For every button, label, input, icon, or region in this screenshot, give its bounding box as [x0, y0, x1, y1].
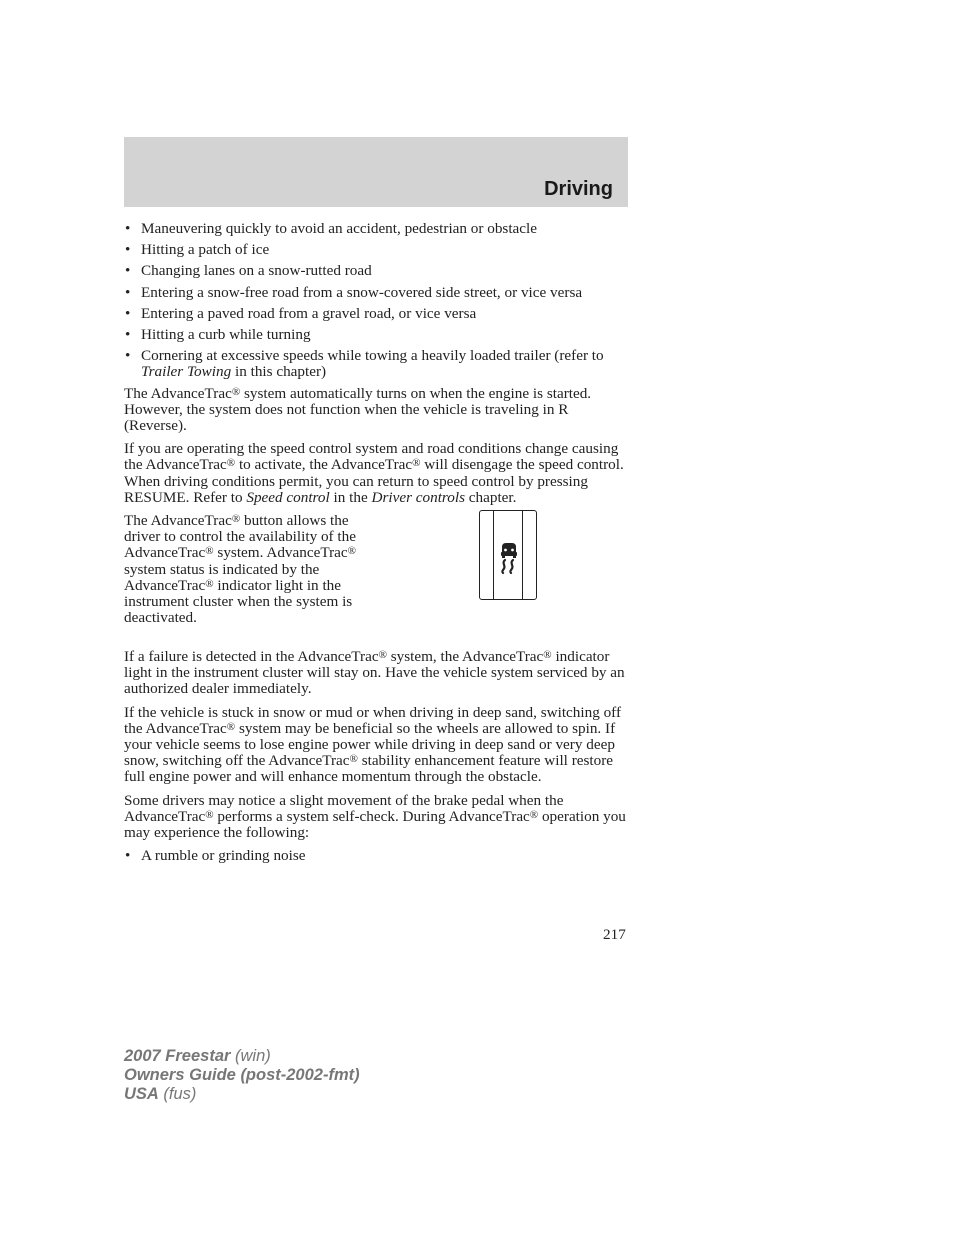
- text-run: button allows the driver to control the availability of the AdvanceTrac: [124, 512, 356, 562]
- page-number: 217: [603, 926, 626, 943]
- text-run: in the: [329, 488, 372, 506]
- text-run: If a failure is detected in the AdvanceTrac: [124, 648, 379, 666]
- advancetrac-button-section: [124, 513, 628, 642]
- registered-mark: ®: [205, 577, 214, 590]
- bullet-glyph: •: [125, 304, 131, 322]
- registered-mark: ®: [529, 808, 539, 821]
- list-item: [124, 242, 628, 258]
- list-item: [124, 263, 628, 279]
- button-frame-line: [522, 511, 523, 599]
- section-header-band: [124, 137, 628, 207]
- bullet-glyph: •: [125, 283, 131, 301]
- registered-mark: ®: [205, 545, 214, 558]
- paragraph-auto-on: [124, 386, 628, 435]
- list-item-text: Entering a snow-free road from a snow-covered side street, or vice versa: [141, 283, 583, 301]
- paragraph-failure: [124, 649, 628, 698]
- text-run: system. AdvanceTrac: [213, 544, 348, 562]
- paragraph-stuck: [124, 705, 628, 786]
- text-run: system may be beneficial so the wheels are allowed to spin. If your vehicle seems to lose engine power while driving in deep sand or very deep snow, switching off the AdvanceTrac: [124, 719, 616, 770]
- text-run: The AdvanceTrac: [124, 384, 232, 402]
- text-run: If the vehicle is stuck in snow or mud or when driving in deep sand, switching off the AdvanceTrac: [124, 703, 622, 737]
- text-run: Some drivers may notice a slight movement of the brake pedal when the AdvanceTrac: [124, 791, 564, 825]
- text-run: operation you may experience the following:: [124, 807, 626, 842]
- list-item-text: Hitting a patch of ice: [141, 241, 270, 259]
- text-run: stability enhancement feature will restore full engine power and will enhance momentum through the obstacle.: [124, 752, 614, 786]
- registered-mark: ®: [231, 385, 241, 398]
- list-item: [124, 327, 628, 343]
- list-item-text: A rumble or grinding noise: [141, 847, 306, 865]
- footer-model: 2007 Freestar: [124, 1047, 231, 1065]
- bullet-glyph: •: [125, 262, 131, 280]
- text-run: chapter.: [465, 488, 517, 506]
- paragraph-button: [124, 513, 386, 626]
- text-run: in this chapter): [231, 363, 327, 381]
- text-run: If you are operating the speed control system and road conditions change causing the AdvanceTrac: [124, 440, 619, 474]
- text-run: to activate, the AdvanceTrac: [235, 456, 413, 474]
- cross-reference-speed-control: Speed control: [246, 488, 330, 506]
- text-run: indicator light in the instrument cluster will stay on. Have the vehicle system serviced by an authorized dealer immediately.: [124, 648, 625, 698]
- list-item: [124, 848, 628, 864]
- bullet-glyph: •: [125, 347, 131, 365]
- text-run: system automatically turns on when the engine is started. However, the system does not function when the vehicle is traveling in R (Reverse).: [124, 384, 592, 435]
- list-item: [124, 306, 628, 322]
- text-run: system, the AdvanceTrac: [386, 648, 544, 666]
- text-run: The AdvanceTrac: [124, 512, 232, 530]
- advancetrac-button-illustration: [479, 510, 537, 600]
- registered-mark: ®: [347, 545, 356, 558]
- list-item-trailer-towing: [124, 348, 628, 380]
- list-item-text: Entering a paved road from a gravel road, or vice versa: [141, 304, 477, 322]
- registered-mark: ®: [378, 649, 387, 662]
- list-item-text: Maneuvering quickly to avoid an accident, pedestrian or obstacle: [141, 220, 538, 237]
- bullet-list-top: [124, 221, 628, 381]
- bullet-glyph: •: [125, 847, 131, 865]
- registered-mark: ®: [412, 457, 421, 470]
- registered-mark: ®: [543, 649, 552, 662]
- button-frame-line: [493, 511, 494, 599]
- footer-line: [124, 1047, 360, 1066]
- document-footer: [124, 1047, 360, 1104]
- registered-mark: ®: [226, 720, 236, 733]
- page-content: [124, 221, 628, 869]
- registered-mark: ®: [205, 808, 214, 821]
- bullet-list-bottom: [124, 848, 628, 864]
- text-run: indicator light in the instrument cluster when the system is deactivated.: [124, 576, 353, 627]
- bullet-glyph: •: [125, 241, 131, 259]
- cross-reference-trailer-towing: Trailer Towing: [141, 363, 232, 381]
- footer-guide: Owners Guide (post-2002-fmt): [124, 1066, 360, 1084]
- footer-code: (fus): [158, 1085, 197, 1103]
- advancetrac-skid-car-icon: [499, 542, 519, 574]
- footer-market: USA: [124, 1085, 159, 1103]
- footer-code: (win): [230, 1047, 271, 1065]
- footer-line: [124, 1085, 360, 1104]
- list-item-text: Hitting a curb while turning: [141, 326, 311, 344]
- registered-mark: ®: [226, 457, 236, 470]
- text-run: Cornering at excessive speeds while towing a heavily loaded trailer (refer to: [141, 347, 604, 365]
- registered-mark: ®: [349, 753, 358, 766]
- list-item: [124, 285, 628, 301]
- bullet-glyph: •: [125, 326, 131, 344]
- footer-line: [124, 1066, 360, 1085]
- paragraph-self-check: [124, 793, 628, 842]
- section-title: Driving: [544, 178, 613, 200]
- text-run: performs a system self-check. During AdvanceTrac: [213, 807, 530, 825]
- list-item-text: Changing lanes on a snow-rutted road: [141, 262, 372, 280]
- paragraph-speed-control: [124, 441, 628, 506]
- cross-reference-driver-controls: Driver controls: [371, 488, 465, 506]
- bullet-glyph: •: [125, 220, 131, 237]
- list-item: [124, 221, 628, 237]
- text-run: will disengage the speed control. When driving conditions permit, you can return to speed control by pressing RESUME. Refer to: [124, 456, 624, 506]
- text-run: system status is indicated by the AdvanceTrac: [124, 560, 320, 594]
- registered-mark: ®: [231, 513, 241, 526]
